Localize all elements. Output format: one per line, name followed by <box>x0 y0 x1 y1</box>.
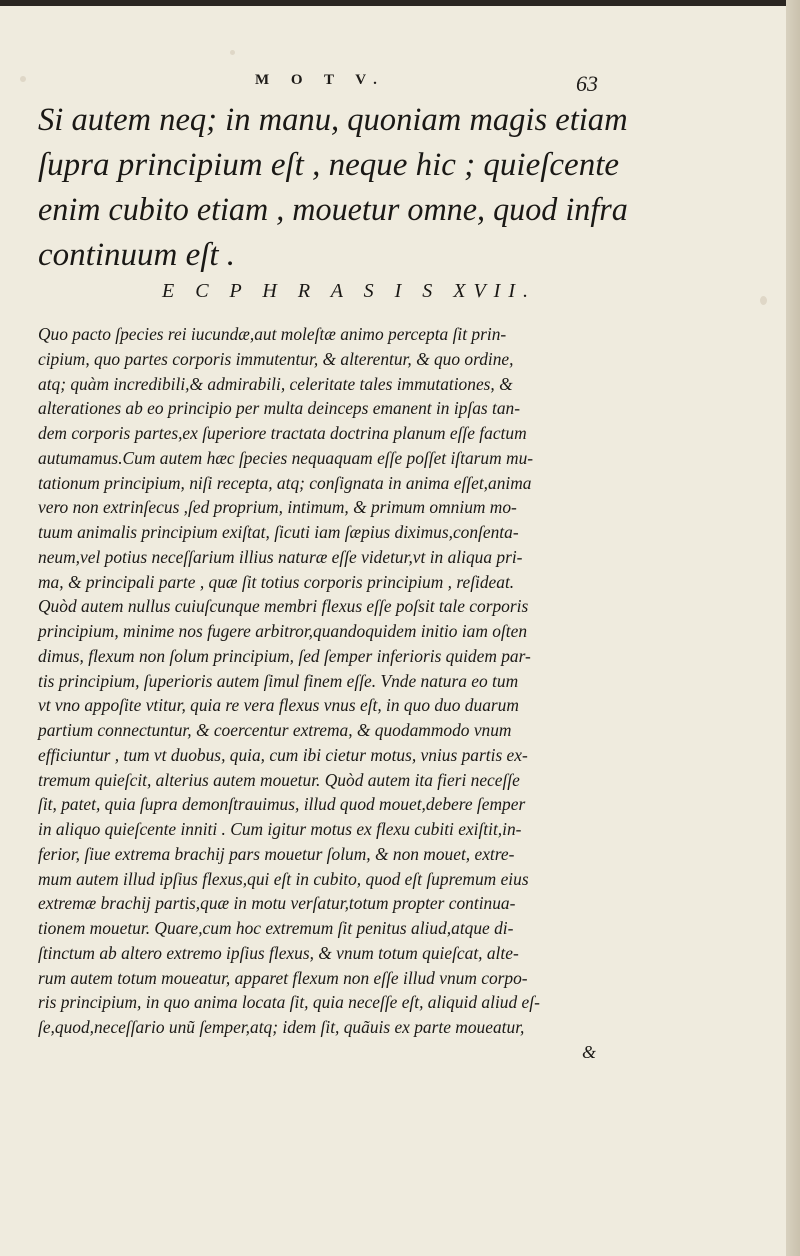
commentary-line: efficiuntur , tum vt duobus, quia, cum ibi cietur motus, vnius partis ex- <box>38 744 528 765</box>
commentary-line: neum,vel potius neceſſarium illius naturæ eſſe videtur,vt in aliqua pri- <box>38 546 523 567</box>
aristotle-text-line: Si autem neq; in manu, quoniam magis etiam <box>38 102 628 138</box>
commentary-line: atq; quàm incredibili,& admirabili, celeritate tales immutationes, & <box>38 373 513 394</box>
commentary-line: ma, & principali parte , quæ ſit totius corporis principium , reſideat. <box>38 571 515 592</box>
foxing-spot <box>760 296 767 305</box>
foxing-spot <box>20 76 26 82</box>
commentary-line: tuum animalis principium exiſtat, ſicuti iam ſæpius diximus,conſenta- <box>38 522 519 542</box>
aristotle-text-line: ſupra principium eſt , neque hic ; quieſcente <box>38 147 620 183</box>
commentary-line: ſtinctum ab altero extremo ipſius flexus, & vnum totum quieſcat, alte- <box>38 942 519 963</box>
aristotle-text-line: continuum eſt . <box>38 237 236 273</box>
commentary-line: rum autem totum moueatur, apparet flexum non eſſe illud vnum corpo- <box>38 967 528 988</box>
commentary-line: tionem mouetur. Quare,cum hoc extremum ſit penitus aliud,atque di- <box>38 918 514 938</box>
commentary-line: dem corporis partes,ex ſuperiore tractata doctrina planum eſſe factum <box>38 423 527 443</box>
commentary-line: tremum quieſcit, alterius autem mouetur. Quòd autem ita fieri neceſſe <box>38 769 520 790</box>
commentary-line: autumamus.Cum autem hæc ſpecies nequaquam eſſe poſſet iſtarum mu- <box>38 447 534 468</box>
commentary-line: ris principium, in quo anima locata ſit, quia neceſſe eſt, aliquid aliud eſ- <box>38 992 540 1013</box>
commentary-line: dimus, flexum non ſolum principium, ſed ſemper inferioris quidem par- <box>38 645 531 666</box>
commentary-line: Quòd autem nullus cuiuſcunque membri flexus eſſe poſsit tale corporis <box>38 596 529 617</box>
commentary-line: ferior, ſiue extrema brachij pars mouetur ſolum, & non mouet, extre- <box>38 843 515 864</box>
catchword: & <box>582 1042 597 1062</box>
commentary-block <box>38 322 628 1040</box>
commentary-line: principium, minime nos fugere arbitror,quandoquidem initio iam oſten <box>38 621 528 641</box>
commentary-line: mum autem illud ipſius flexus,qui eſt in cubito, quod eſt ſupremum eius <box>38 868 529 889</box>
foxing-spot <box>230 50 235 55</box>
page-number: 63 <box>576 71 598 96</box>
section-heading: E C P H R A S I S XVII. <box>162 280 536 302</box>
page-edge-shadow <box>786 0 800 1256</box>
commentary-line: vero non extrinſecus ,ſed proprium, intimum, & primum omnium mo- <box>38 497 517 518</box>
commentary-line: tationum principium, niſi recepta, atq; conſignata in anima eſſet,anima <box>38 472 532 493</box>
commentary-line: cipium, quo partes corporis immutentur, & alterentur, & quo ordine, <box>38 348 514 369</box>
commentary-line: alterationes ab eo principio per multa deinceps emanent in ipſas tan- <box>38 398 521 419</box>
commentary-line: ſe,quod,neceſſario unũ ſemper,atq; idem ſit, quãuis ex parte moueatur, <box>38 1017 525 1037</box>
aristotle-text-line: enim cubito etiam , mouetur omne, quod infra <box>38 192 628 228</box>
commentary-line: partium connectuntur, & coercentur extrema, & quodammodo vnum <box>38 720 512 740</box>
commentary-line: vt vno appoſite vtitur, quia re vera flexus vnus eſt, in quo duo duarum <box>38 695 519 716</box>
commentary-line: Quo pacto ſpecies rei iucundæ,aut moleſtæ animo percepta ſit prin- <box>38 324 507 344</box>
commentary-line: tis principium, ſuperioris autem ſimul finem eſſe. Vnde natura eo tum <box>38 670 519 691</box>
commentary-line: in aliquo quieſcente inniti . Cum igitur motus ex flexu cubiti exiſtit,in- <box>38 819 522 839</box>
aristotle-text-block <box>38 98 628 278</box>
commentary-line: extremæ brachij partis,quæ in motu verſatur,totum propter continua- <box>38 893 516 914</box>
commentary-line: ſit, patet, quia ſupra demonſtrauimus, illud quod mouet,debere ſemper <box>38 794 526 815</box>
running-head: M O T V. <box>255 72 386 88</box>
